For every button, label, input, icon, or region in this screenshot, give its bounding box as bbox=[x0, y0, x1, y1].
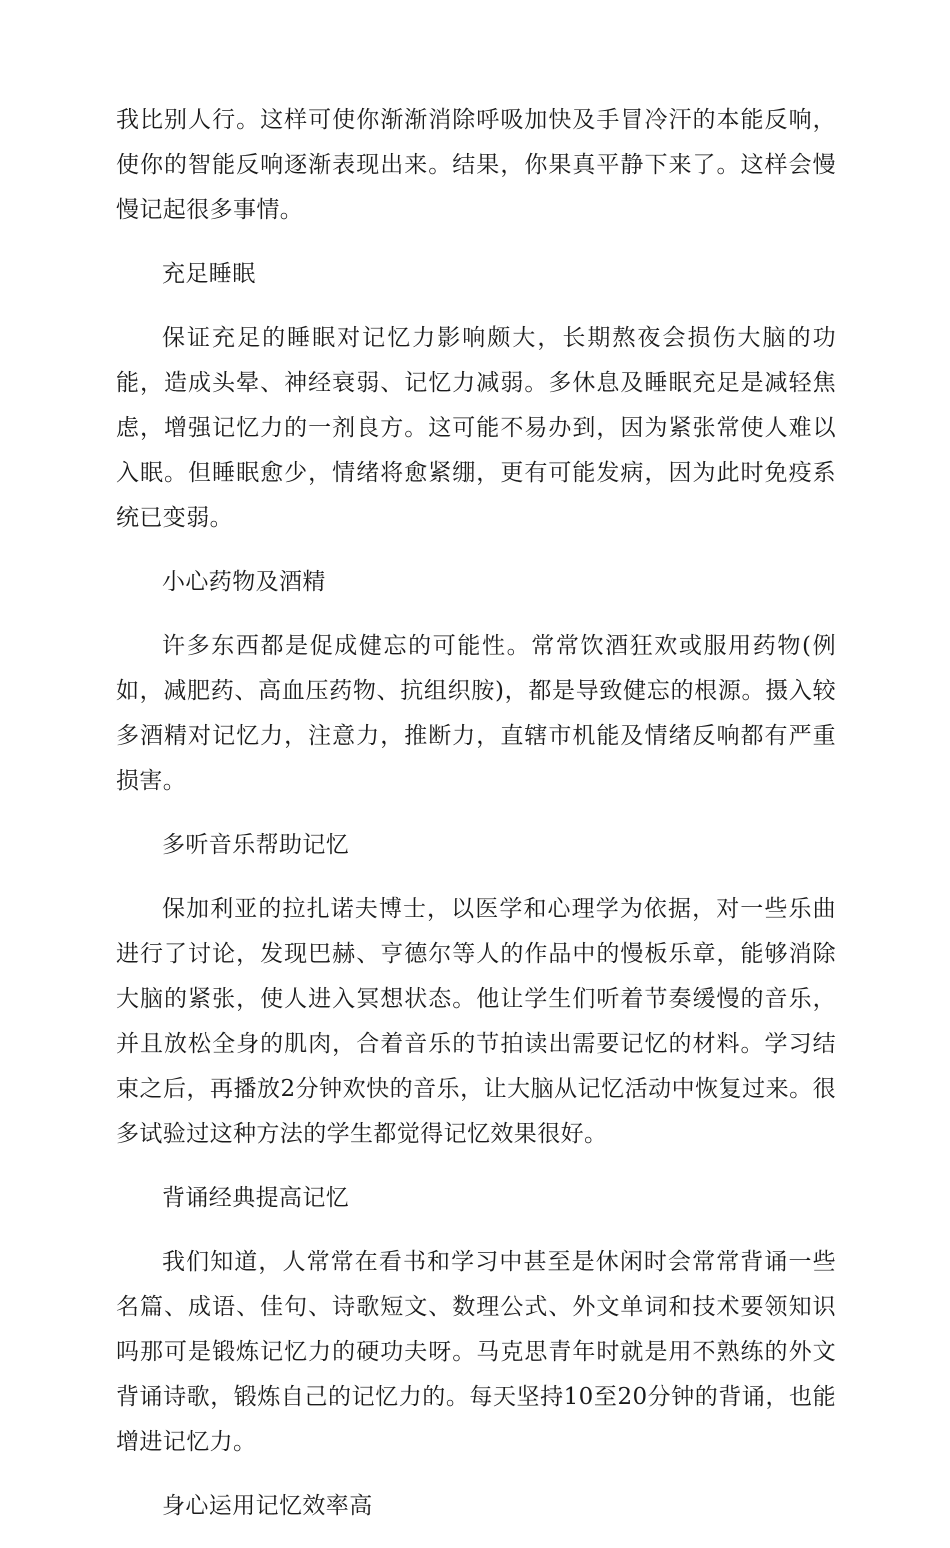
para-drugs-alcohol: 许多东西都是促成健忘的可能性。常常饮酒狂欢或服用药物(例如，减肥药、高血压药物、抗组织胺)，都是导致健忘的根源。摄入较多酒精对记忆力，注意力，推断力，直辖市机能及情绪反响都有严重损害。 bbox=[116, 633, 836, 794]
heading-recitation: 背诵经典提高记忆 bbox=[162, 1185, 350, 1211]
document-page bbox=[116, 98, 836, 1548]
para-recitation: 我们知道，人常常在看书和学习中甚至是休闲时会常常背诵一些名篇、成语、佳句、诗歌短文、数理公式、外文单词和技术要领知识吗那可是锻炼记忆力的硬功夫呀。马克思青年时就是用不熟练的外文背诵诗歌，锻炼自己的记忆力的。每天坚持10至20分钟的背诵，也能增进记忆力。 bbox=[116, 1249, 836, 1455]
para-music: 保加利亚的拉扎诺夫博士，以医学和心理学为依据，对一些乐曲进行了讨论，发现巴赫、亨德尔等人的作品中的慢板乐章，能够消除大脑的紧张，使人进入冥想状态。他让学生们听着节奏缓慢的音乐，并且放松全身的肌肉，合着音乐的节拍读出需要记忆的材料。学习结束之后，再播放2分钟欢快的音乐，让大脑从记忆活动中恢复过来。很多试验过这种方法的学生都觉得记忆效果很好。 bbox=[116, 896, 836, 1147]
para-sleep: 保证充足的睡眠对记忆力影响颇大，长期熬夜会损伤大脑的功能，造成头晕、神经衰弱、记忆力减弱。多休息及睡眠充足是减轻焦虑，增强记忆力的一剂良方。这可能不易办到，因为紧张常使人难以入眠。但睡眠愈少，情绪将愈紧绷，更有可能发病，因为此时免疫系统已变弱。 bbox=[116, 325, 836, 531]
para-intro-continued: 我比别人行。这样可使你渐渐消除呼吸加快及手冒冷汗的本能反响，使你的智能反响逐渐表现出来。结果，你果真平静下来了。这样会慢慢记起很多事情。 bbox=[116, 107, 836, 223]
heading-music: 多听音乐帮助记忆 bbox=[162, 832, 350, 858]
heading-drugs-alcohol: 小心药物及酒精 bbox=[162, 569, 326, 595]
heading-body-mind: 身心运用记忆效率高 bbox=[162, 1493, 373, 1519]
heading-sleep: 充足睡眠 bbox=[162, 261, 256, 287]
